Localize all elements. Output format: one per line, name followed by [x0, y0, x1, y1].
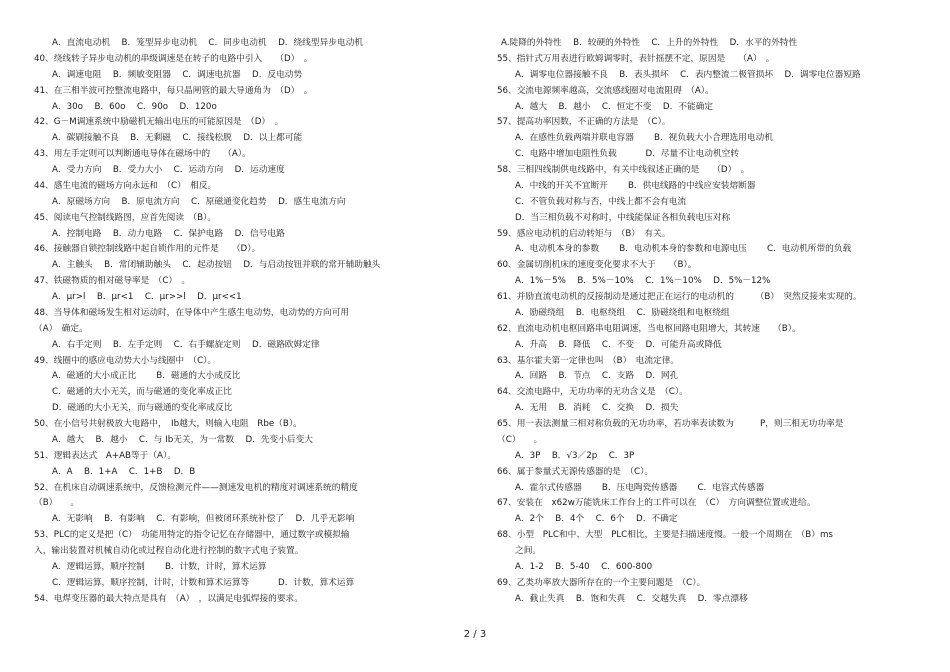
question-line: A．直流电动机 B．笼型异步电动机 C．同步电动机 D．绕线型异步电动机	[52, 38, 363, 48]
question-line: 63、基尔霍夫第一定律也叫 （B） 电流定律。	[497, 355, 680, 366]
question-line: 40、绕线转子异步电动机的串级调速是在转子的电路中引入 （D） 。	[34, 53, 313, 64]
question-line: 50、在小信号共射极放大电路中， Ib越大，则输入电阻 Rbe（B）。	[34, 419, 302, 429]
question-line: 47、铁磁物质的相对磁导率是 （C） 。	[34, 276, 191, 287]
question-line: 52、在机床自动调速系统中，反馈检测元件——测速发电机的精度对调速系统的精度	[34, 482, 358, 493]
question-line: 68、小型 PLC和中、大型 PLC相比，主要是扫描速度慢。一般一个周期在 （B）ms	[497, 530, 833, 541]
question-line: 49、线圈中的感应电动势大小与线圈中 （C）。	[34, 355, 217, 366]
question-line: 62、直流电动机电枢回路串电阻调速，当电枢回路电阻增大，其转速 （B）。	[497, 323, 801, 334]
question-line: 69、乙类功率放大器所存在的一个主要问题是 （C）。	[497, 577, 706, 588]
question-line: （B） 。	[34, 498, 80, 509]
question-line: 61、并励直流电动机的反接制动是通过把正在运行的电动机的 （B） 突然反接来实现的。	[497, 292, 862, 302]
question-line: 51、逻辑表达式 A+AB等于（A）。	[34, 450, 177, 461]
question-line: A．回路 B．节点 C．支路 D．网孔	[515, 371, 679, 382]
question-line: 53、PLC的定义是把（C） 功能用特定的指令记忆在存储器中，通过数字或模拟输	[34, 530, 350, 541]
question-line: 48、当导体和磁场发生相对运动时，在导体中产生感生电动势，电动势的方向可用	[34, 307, 350, 318]
question-line: A．主触头 B．常闭辅助触头 C．起动按钮 D．与启动按钮并联的常开辅助触头	[52, 260, 381, 271]
question-line: A．霍尔式传感器 B．压电陶瓷传感器 C．电容式传感器	[515, 482, 765, 493]
question-line: 55、指针式万用表进行欧姆调零时，表针摇摆不定，原因是 （A） 。	[497, 53, 775, 64]
question-line: A．碳刷接触不良 B．无剩磁 C．接线松脱 D．以上都可能	[52, 133, 303, 144]
question-line: 41、在三相半波可控整流电路中，每只晶闸管的最大导通角为 （D） 。	[34, 85, 313, 96]
question-line: D．当三相负载不对称时，中线能保证各相负载电压对称	[515, 212, 731, 223]
question-line: 65、用一表法测量三相对称负载的无功功率，若功率表读数为 P，则三相无功功率是	[497, 419, 844, 429]
question-line: C．电路中增加电阻性负载 D．尽量不让电动机空转	[515, 149, 740, 160]
question-line: A．2个 B．4个 C．6个 D．不确定	[515, 514, 678, 525]
question-line: A．无用 B．消耗 C．交换 D．损失	[515, 403, 679, 414]
question-line: A．调零电位器接触不良 B．表头损坏 C．表内整流二极管损坏 D．调零电位器短路	[515, 69, 861, 80]
question-line: 57、提高功率因数，不正确的方法是 （C）。	[497, 117, 671, 128]
question-line: 入，输出装置对机械自动化或过程自动化进行控制的数字式电子装置。	[34, 546, 304, 556]
question-line: A．30o B．60o C．90o D．120o	[52, 101, 217, 112]
question-line: A．励磁绕组 B．电枢绕组 C．励磁绕组和电枢绕组	[515, 307, 730, 318]
question-line: 43、用左手定则可以判断通电导体在磁场中的 （A）。	[34, 149, 251, 160]
question-line: 42、G－M调速系统中励磁机无输出电压的可能原因是 （D） 。	[34, 117, 284, 128]
question-line: A．越大 B．越小 C．恒定不变 D．不能确定	[515, 101, 714, 112]
question-line: A．原磁场方向 B．原电流方向 C．原磁通变化趋势 D．感生电流方向	[52, 196, 346, 207]
page-number: 2 / 3	[463, 629, 487, 640]
question-line: 67、安装在 x62w万能铣床工作台上的工件可以在 （C） 方向调整位置或进给。	[497, 498, 816, 509]
question-line: 45、阅读电气控制线路图，应首先阅读 （B）。	[34, 212, 217, 223]
question-line: A．1%－5% B．5%－10% C．1%－10% D．5%－12%	[515, 276, 771, 287]
question-line: A．越大 B．越小 C．与 Ib无关，为一常数 D．先变小后变大	[52, 434, 313, 445]
question-line: A．截止失真 B．饱和失真 C．交越失真 D．零点漂移	[515, 593, 748, 604]
question-line: 64、交流电路中，无功功率的无功含义是 （C）。	[497, 387, 688, 398]
question-line: C．磁通的大小无关，而与磁通的变化率成正比	[52, 387, 232, 398]
question-line: A.陡降的外特性 B．较硬的外特性 C．上升的外特性 D．水平的外特性	[501, 38, 798, 48]
question-line: 56、交流电源频率越高，交流感线圈对电流阻碍 （A）。	[497, 85, 714, 96]
right-column	[497, 36, 937, 608]
question-line: A．无影响 B．有影响 C．有影响，但被闭环系统补偿了 D．几乎无影响	[52, 514, 355, 525]
question-line: 46、接触器自锁控制线路中起自锁作用的元件是 （D）。	[34, 244, 261, 255]
question-line: C．逻辑运算，顺序控制，计时，计数和算术运算等 D．计数，算术运算	[52, 577, 355, 588]
question-line: A．调速电阻 B．频敏变阻器 C．调速电抗器 D．反电动势	[52, 69, 303, 80]
question-line: 之间。	[515, 546, 542, 556]
question-line: A．控制电路 B．动力电路 C．保护电路 D．信号电路	[52, 228, 285, 239]
question-line: （C） 。	[497, 434, 543, 445]
question-line: 59、感应电动机的启动转矩与 （B） 有关。	[497, 228, 671, 239]
question-line: （A） 确定。	[34, 323, 88, 334]
question-line: A．磁通的大小成正比 B．磁通的大小成反比	[52, 371, 241, 382]
question-line: A．在感性负载两端并联电容器 B．视负载大小合理选用电动机	[515, 133, 773, 144]
question-line: 44、感生电流的磁场方向永远和 （C） 相反。	[34, 180, 217, 191]
question-line: A．右手定则 B．左手定则 C．右手螺旋定则 D．磁路欧姆定律	[52, 339, 320, 350]
question-line: A．μr>l B．μr<1 C．μr>>l D．μr<<1	[52, 292, 242, 302]
question-line: A．电动机本身的参数 B．电动机本身的参数和电源电压 C．电动机所带的负载	[515, 244, 852, 255]
question-line: 58、三相四线制供电线路中，有关中线叙述正确的是 （D） 。	[497, 165, 750, 175]
question-line: A．受力方向 B．受力大小 C．运动方向 D．运动速度	[52, 165, 285, 175]
question-line: C．不管负载对称与否，中线上都不会有电流	[515, 196, 687, 207]
question-line: 54、电焊变压器的最大特点是具有 （A） ，以满足电弧焊接的要求。	[34, 593, 303, 604]
left-column	[34, 36, 466, 608]
question-line: 60、金属切削机床的速度变化要求不大于 （B）。	[497, 260, 697, 271]
question-line: A．逻辑运算，顺序控制 B．计数，计时，算术运算	[52, 561, 267, 572]
question-line: A．3P B．√3／2p C．3P	[515, 450, 635, 461]
question-line: A．升高 B．降低 C．不变 D．可能升高或降低	[515, 339, 722, 350]
question-line: D．磁通的大小无关，而与磁通的变化率成反比	[52, 403, 233, 414]
question-line: 66、属于参量式无源传感器的是 （C）。	[497, 466, 654, 477]
question-line: A．A B．1+A C．1+B D．B	[52, 466, 196, 477]
question-line: A．中线的开关不宜断开 B．供电线路的中线应安装熔断器	[515, 180, 756, 191]
question-line: A．1-2 B．5-40 C．600-800	[515, 561, 653, 572]
